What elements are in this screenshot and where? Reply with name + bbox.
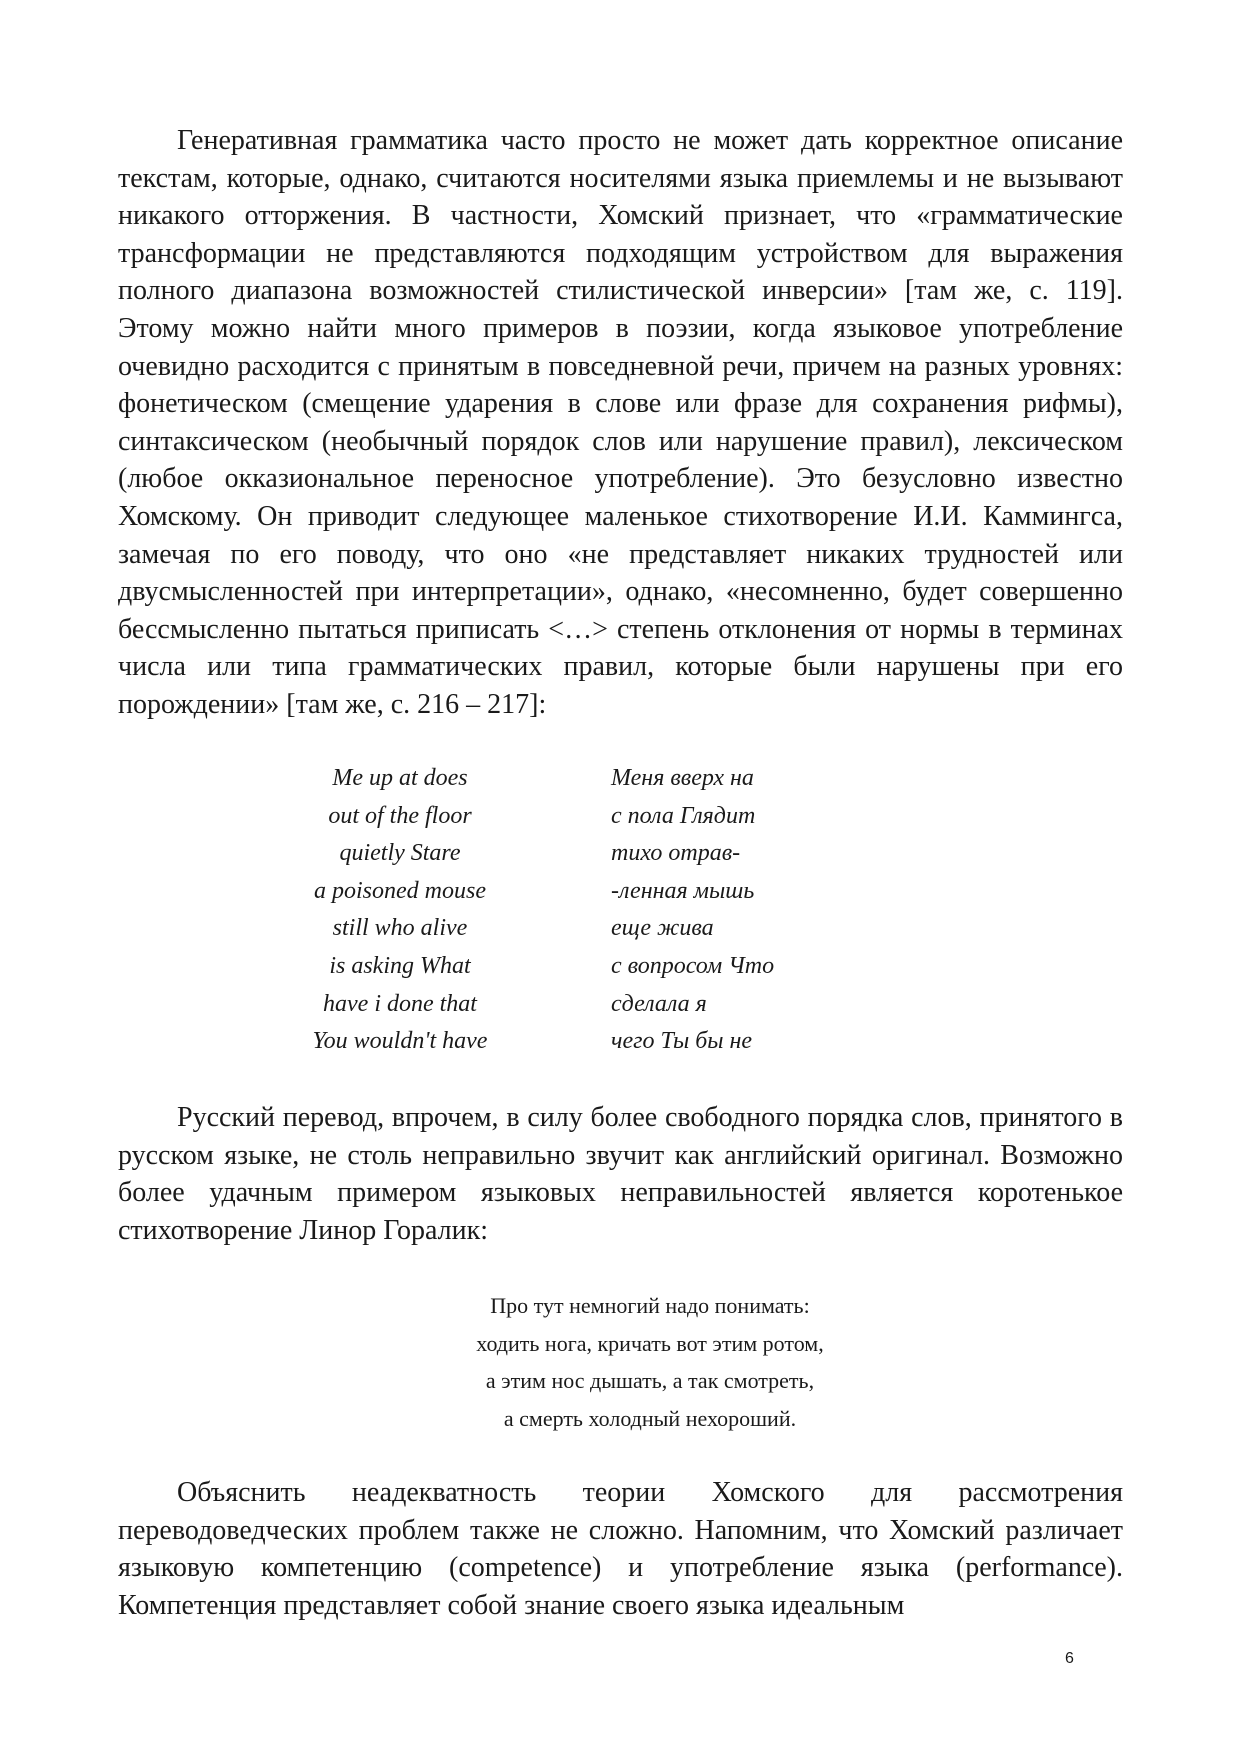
poem-line-english: Me up at does <box>332 765 468 791</box>
poem-line-russian: -ленная мышь <box>611 877 755 904</box>
poem-line-english: a poisoned mouse <box>314 877 486 904</box>
poem-line-pair <box>280 760 840 798</box>
poem-line-english: out of the floor <box>328 802 472 829</box>
poem-line-russian: с пола Глядит <box>611 802 756 829</box>
paragraph-generative-grammar: Генеративная грамматика часто просто не может дать корректное описание текстам, которые, однако, считаются носителями языка приемлемы и не вызывают никакого отторжения. В частности, Хомский признает, что «грамматические трансформации не представляются подходящим устройством для выражения полного диапазона возможностей стилистической инверсии» [там же, с. 119]. Этому можно найти много примеров в поэзии, когда языковое употребление очевидно расходится с принятым в повседневной речи, причем на разных уровнях: фонетическом (смещение ударения в слове или фразе для сохранения рифмы), синтаксическом (необычный порядок слов или нарушение правил), лексическом (любое окказиональное переносное употребление). Это безусловно известно Хомскому. Он приводит следующее маленькое стихотворение И.И. Каммингса, замечая по его поводу, что оно «не представляет никаких трудностей или двусмысленностей при интерпретации», однако, «несомненно, будет совершенно бессмысленно пытаться приписать <…> степень отклонения от нормы в терминах числа или типа грамматических правил, которые были нарушены при его порождении» [там же, с. 216 – 217]: <box>118 125 1123 720</box>
poem-line-russian: тихо отрав- <box>611 840 741 867</box>
poem-line-english: You wouldn't have <box>312 1028 488 1055</box>
poem-line-pair <box>280 986 840 1024</box>
poem-line-pair <box>280 910 840 948</box>
paragraph-competence-performance: Объяснить неадекватность теории Хомского для рассмотрения переводоведческих проблем также не сложно. Напомним, что Хомский различает языковую компетенцию (competence) и употребление языка (performance). Компетенция представляет собой знание своего языка идеальным <box>118 1477 1123 1621</box>
goralik-poem <box>380 1287 920 1437</box>
poem-line-pair <box>280 948 840 986</box>
goralik-poem-line: ходить нога, кричать вот этим ротом, <box>476 1330 824 1356</box>
goralik-poem-line: а этим нос дышать, а так смотреть, <box>485 1368 815 1394</box>
poem-line-pair <box>280 1023 840 1061</box>
poem-line-english: quietly Stare <box>339 840 461 867</box>
poem-line-english: still who alive <box>332 915 468 942</box>
poem-line-pair <box>280 835 840 873</box>
poem-line-russian: сделала я <box>611 990 707 1017</box>
poem-line-english: is asking What <box>329 952 471 979</box>
poem-line-russian: чего Ты бы не <box>611 1028 753 1055</box>
poem-line-russian: еще жива <box>611 915 714 942</box>
paragraph-russian-translation: Русский перевод, впрочем, в силу более свободного порядка слов, принятого в русском языке, не столь неправильно звучит как английский оригинал. Возможно более удачным примером языковых неправильностей является коротенькое стихотворение Линор Горалик: <box>118 1102 1123 1246</box>
poem-line-pair <box>280 798 840 836</box>
poem-line-english: have i done that <box>323 990 477 1017</box>
cummings-poem <box>280 760 840 1061</box>
goralik-poem-line: а смерть холодный нехороший. <box>503 1405 797 1431</box>
poem-line-russian: с вопросом Что <box>611 952 775 979</box>
goralik-poem-line: Про тут немногий надо понимать: <box>490 1293 810 1318</box>
poem-line-pair <box>280 873 840 911</box>
poem-line-russian: Меня вверх на <box>611 765 754 791</box>
page-number: 6 <box>1065 1650 1074 1667</box>
